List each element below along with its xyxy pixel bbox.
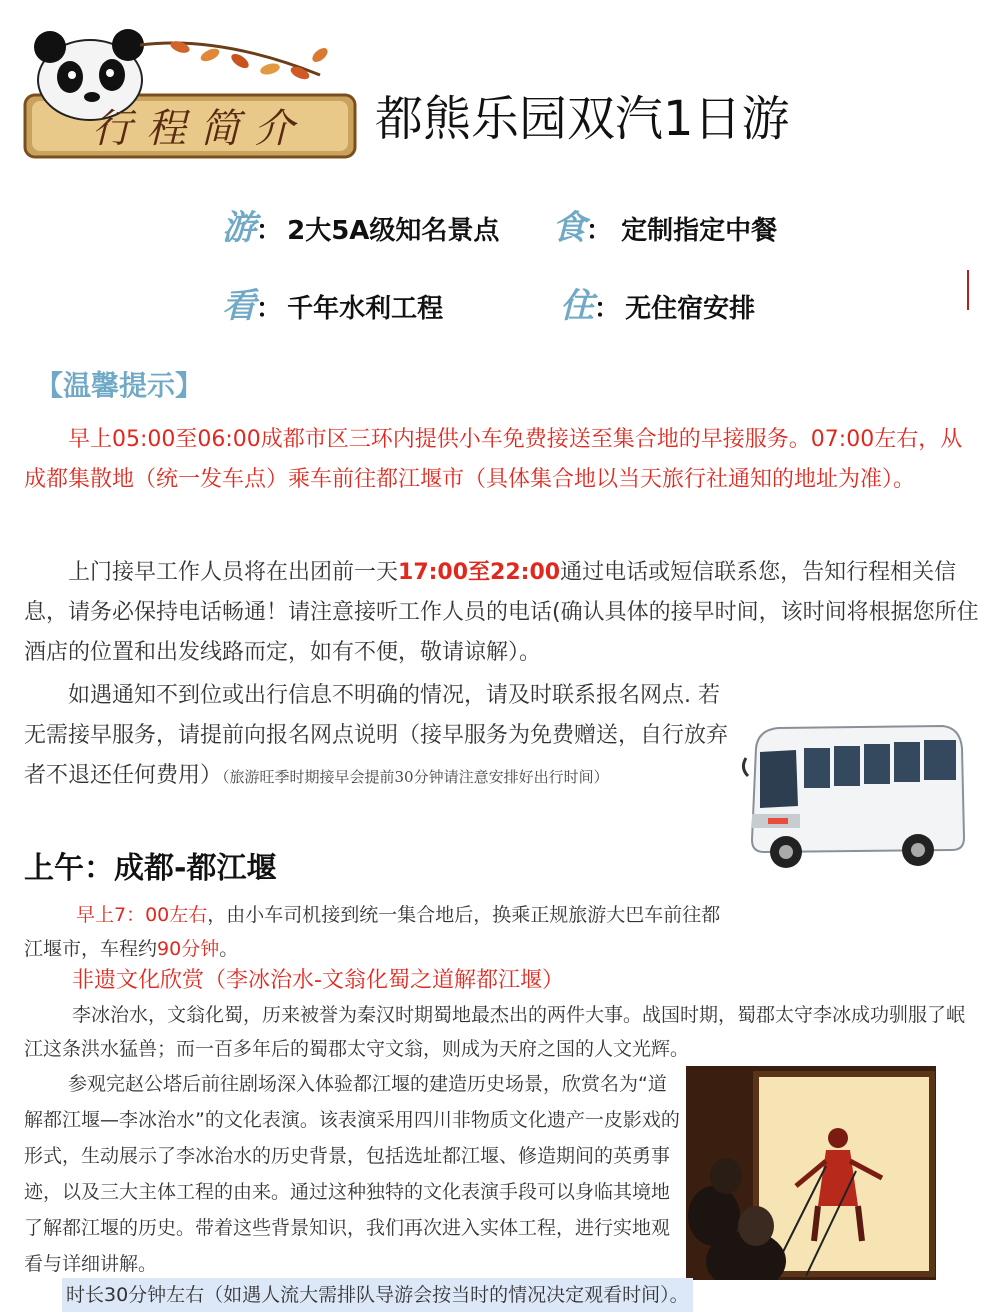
bus-icon	[738, 718, 970, 878]
highlight-tour-value: 2大5A级知名景点	[287, 216, 500, 246]
tips-paragraph-1	[24, 420, 979, 500]
tips-p3-note: （旅游旺季时期接早会提前30分钟请注意安排好出行时间）	[222, 768, 609, 786]
highlight-food-key: 食	[552, 208, 586, 248]
section-heading: 上午：成都-都江堰	[24, 851, 277, 886]
itinerary-banner	[20, 25, 370, 175]
section-paragraph-2	[24, 998, 979, 1066]
tips-p2-post: 通过电话或短信联系您，告知行程相关信息，请务必保持电话畅通！请注意接听工作人员的电话(确认具体的接早时间，该时间将根据您所住酒店的位置和出发线路而定，如有不便，敬请谅解）。	[24, 560, 979, 665]
tips-p2-pre: 上门接早工作人员将在出团前一天	[68, 560, 399, 585]
section-paragraph-1	[24, 898, 724, 966]
highlight-stay-value: 无住宿安排	[625, 294, 756, 324]
banner-label: 行程简介	[92, 106, 308, 152]
section-paragraph-3	[24, 1066, 684, 1282]
section-p4-mid: ，由小车司机接到统一集合地后，换乘正规旅游大巴车前往都江堰市，车程约	[24, 904, 721, 960]
tips-p1-text: 早上05:00至06:00成都市区三环内提供小车免费接送至集合地的早接服务。07:00左右，从成都集散地（统一发车点）乘车前往都江堰市（具体集合地以当天旅行社通知的地址为准）。	[24, 427, 963, 492]
highlight-stay: 住： 无住宿安排	[560, 286, 756, 326]
section-subheading: 非遗文化欣赏（李冰治水-文翁化蜀之道解都江堰）	[72, 968, 564, 993]
section-p4-duration: 90分钟	[157, 938, 220, 960]
section-p4-time: 早上7：00左右	[76, 904, 208, 926]
text-cursor	[967, 270, 969, 310]
highlight-see-key: 看	[222, 286, 256, 326]
tips-paragraph-2	[24, 553, 979, 673]
tips-paragraph-3	[24, 676, 739, 797]
highlight-tour-key: 游	[222, 208, 256, 248]
tips-p2-time: 17:00至22:00	[398, 560, 561, 585]
highlight-see: 看： 千年水利工程	[222, 286, 444, 326]
tips-heading: 【温馨提示】	[35, 369, 204, 402]
shadow-puppet-photo	[686, 1066, 936, 1280]
highlight-stay-key: 住	[560, 286, 594, 326]
section-p5-text: 李冰治水，文翁化蜀，历来被誉为秦汉时期蜀地最杰出的两件大事。战国时期，蜀郡太守李冰成功驯服了岷江这条洪水猛兽；而一百多年后的蜀郡太守文翁，则成为天府之国的人文光辉。	[24, 1004, 966, 1060]
duration-note: 时长30分钟左右（如遇人流大需排队导游会按当时的情况决定观看时间）。	[62, 1278, 693, 1312]
highlight-food-value: 定制指定中餐	[621, 216, 778, 246]
highlight-tour: 游： 2大5A级知名景点	[222, 208, 500, 248]
section-p6-text: 参观完赵公塔后前往剧场深入体验都江堰的建造历史场景，欣赏名为“道解都江堰—李冰治水”的文化表演。该表演采用四川非物质文化遗产一皮影戏的形式，生动展示了李冰治水的历史背景，包括选址都江堰、修造期间的英勇事迹，以及三大主体工程的由来。通过这种独特的文化表演手段可以身临其境地了解都江堰的历史。带着这些背景知识，我们再次进入实体工程，进行实地观看与详细讲解。	[24, 1073, 680, 1275]
tips-p3-main: 如遇通知不到位或出行信息不明确的情况，请及时联系报名网点. 若无需接早服务，请提前向报名网点说明（接早服务为免费赠送，自行放弃者不退还任何费用）	[24, 683, 729, 788]
highlight-see-value: 千年水利工程	[287, 294, 444, 324]
highlight-food: 食： 定制指定中餐	[552, 208, 778, 248]
section-p4-end: 。	[219, 938, 239, 960]
page-title: 都熊乐园双汽1日游	[375, 91, 790, 147]
